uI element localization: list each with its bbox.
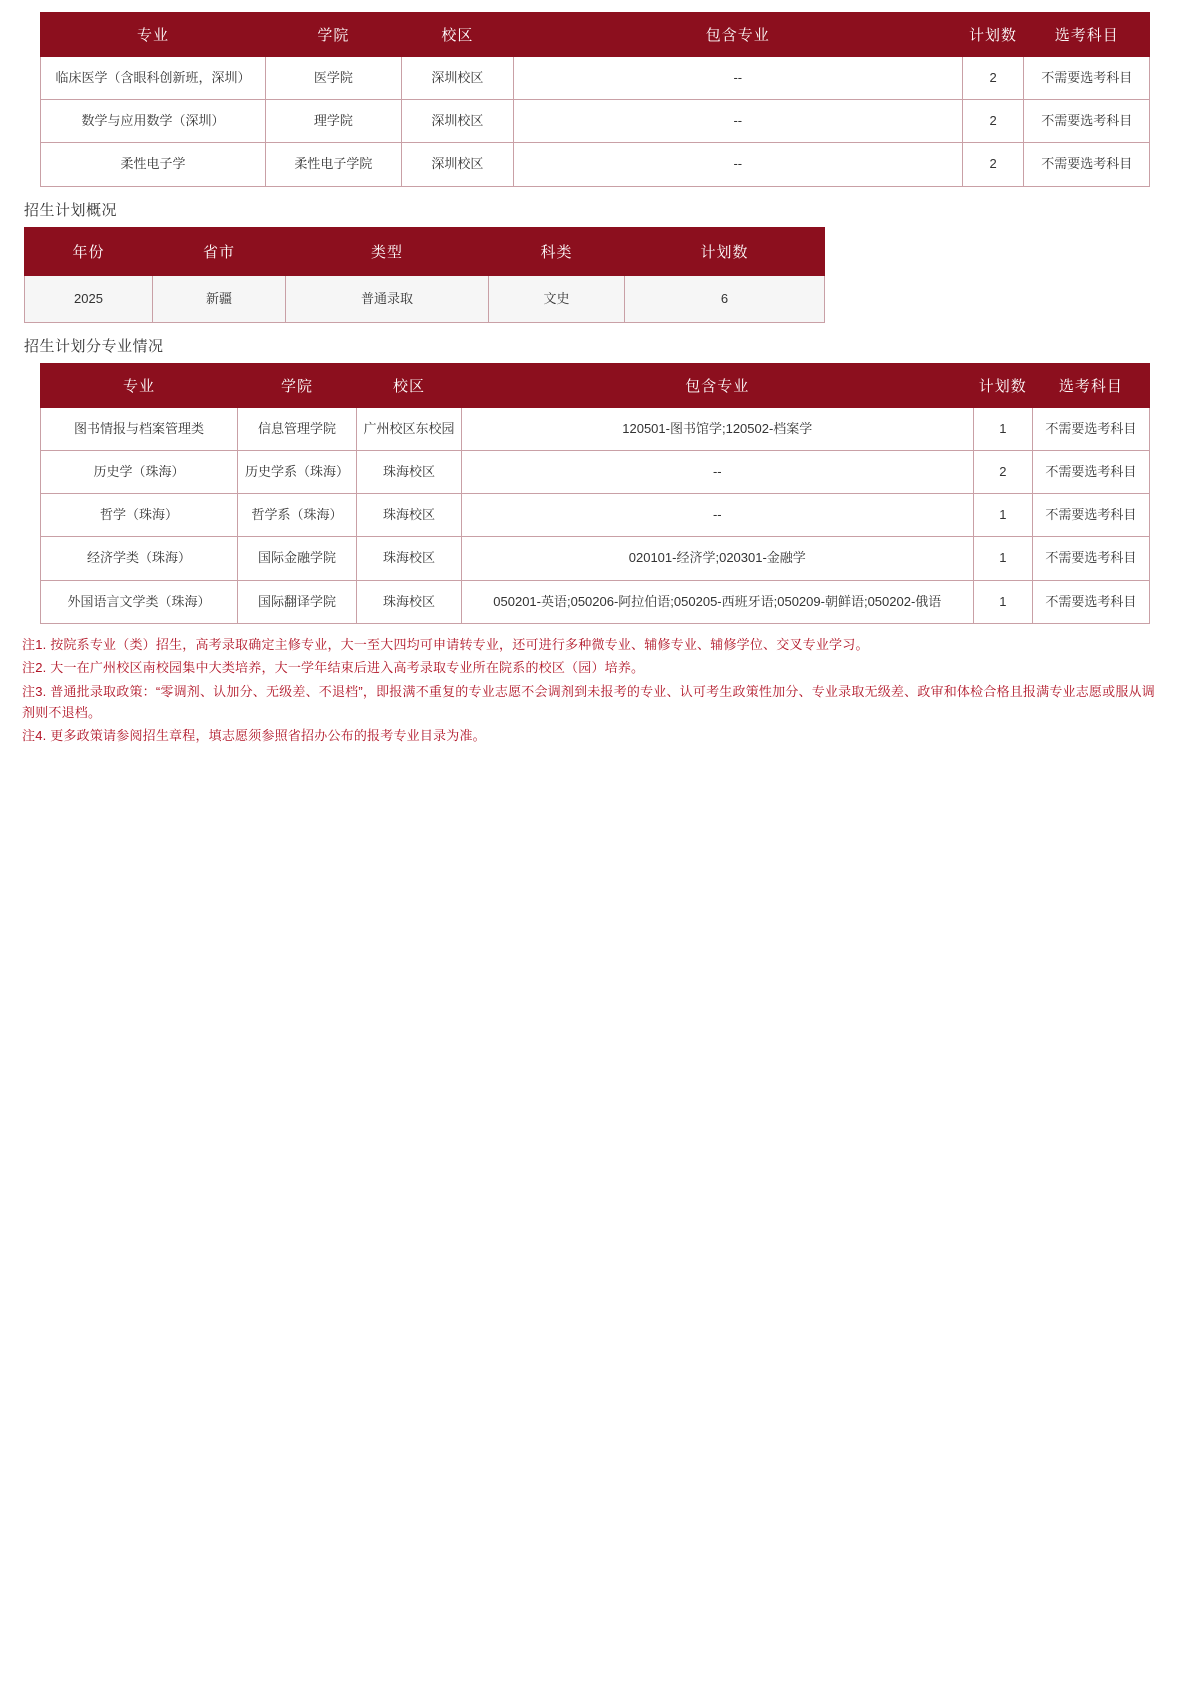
cell-includes: -- — [513, 57, 962, 100]
cell-includes: -- — [513, 100, 962, 143]
note-2: 注2. 大一在广州校区南校园集中大类培养，大一学年结束后进入高考录取专业所在院系的校区（园）培养。 — [22, 660, 645, 676]
table-row — [41, 407, 1150, 450]
admission-plan-page — [0, 0, 1190, 747]
cell-college: 哲学系（珠海） — [237, 494, 356, 537]
cell-major: 哲学（珠海） — [41, 494, 238, 537]
cell-includes: 050201-英语;050206-阿拉伯语;050205-西班牙语;050209-朝鲜语;050202-俄语 — [461, 580, 973, 623]
column-header-college: 学院 — [265, 13, 401, 57]
cell-count: 1 — [973, 407, 1032, 450]
cell-college: 历史学系（珠海） — [237, 450, 356, 493]
continuation-plan-table — [40, 12, 1150, 187]
table-row — [41, 100, 1150, 143]
cell-count: 1 — [973, 494, 1032, 537]
cell-includes: 020101-经济学;020301-金融学 — [461, 537, 973, 580]
admission-overview-table — [24, 227, 825, 323]
cell-count: 2 — [962, 100, 1024, 143]
table-row — [41, 494, 1150, 537]
cell-major: 历史学（珠海） — [41, 450, 238, 493]
column-header-subjects: 选考科目 — [1032, 363, 1149, 407]
column-header-count: 计划数 — [625, 227, 825, 275]
column-header-major: 专业 — [41, 13, 266, 57]
cell-category: 文史 — [489, 275, 625, 322]
cell-college: 柔性电子学院 — [265, 143, 401, 186]
cell-count: 6 — [625, 275, 825, 322]
table-header-row — [41, 363, 1150, 407]
cell-subjects: 不需要选考科目 — [1024, 100, 1150, 143]
cell-subjects: 不需要选考科目 — [1024, 57, 1150, 100]
cell-major: 柔性电子学 — [41, 143, 266, 186]
column-header-province: 省市 — [153, 227, 286, 275]
column-header-college: 学院 — [237, 363, 356, 407]
major-plan-table — [40, 363, 1150, 624]
cell-includes: 120501-图书馆学;120502-档案学 — [461, 407, 973, 450]
cell-college: 国际金融学院 — [237, 537, 356, 580]
cell-campus: 珠海校区 — [357, 580, 462, 623]
column-header-count: 计划数 — [962, 13, 1024, 57]
note-3: 注3. 普通批录取政策：“零调剂、认加分、无级差、不退档”，即报满不重复的专业志愿不会调剂到未报考的专业、认可考生政策性加分、专业录取无级差、政审和体检合格且报满专业志愿或服从调剂则不退档。 — [22, 683, 1155, 720]
cell-college: 国际翻译学院 — [237, 580, 356, 623]
note-1: 注1. 按院系专业（类）招生，高考录取确定主修专业，大一至大四均可申请转专业，还可进行多种微专业、辅修专业、辅修学位、交叉专业学习。 — [22, 636, 869, 652]
cell-campus: 珠海校区 — [357, 537, 462, 580]
table-row — [41, 57, 1150, 100]
cell-count: 1 — [973, 537, 1032, 580]
cell-subjects: 不需要选考科目 — [1024, 143, 1150, 186]
notes-section — [22, 634, 1162, 747]
section-title-overview: 招生计划概况 — [24, 201, 118, 219]
column-header-campus: 校区 — [357, 363, 462, 407]
cell-count: 2 — [962, 143, 1024, 186]
cell-subjects: 不需要选考科目 — [1032, 494, 1149, 537]
cell-campus: 深圳校区 — [401, 143, 513, 186]
cell-campus: 广州校区东校园 — [357, 407, 462, 450]
table-row — [41, 143, 1150, 186]
column-header-major: 专业 — [41, 363, 238, 407]
cell-major: 外国语言文学类（珠海） — [41, 580, 238, 623]
column-header-type: 类型 — [286, 227, 489, 275]
cell-campus: 深圳校区 — [401, 57, 513, 100]
cell-province: 新疆 — [153, 275, 286, 322]
cell-major: 经济学类（珠海） — [41, 537, 238, 580]
cell-type: 普通录取 — [286, 275, 489, 322]
cell-subjects: 不需要选考科目 — [1032, 580, 1149, 623]
cell-count: 2 — [973, 450, 1032, 493]
column-header-count: 计划数 — [973, 363, 1032, 407]
cell-includes: -- — [461, 494, 973, 537]
cell-campus: 珠海校区 — [357, 494, 462, 537]
column-header-year: 年份 — [25, 227, 153, 275]
column-header-subjects: 选考科目 — [1024, 13, 1150, 57]
table-row — [41, 450, 1150, 493]
table-header-row — [25, 227, 825, 275]
table-row — [41, 537, 1150, 580]
column-header-includes: 包含专业 — [513, 13, 962, 57]
note-4: 注4. 更多政策请参阅招生章程，填志愿须参照省招办公布的报考专业目录为准。 — [22, 728, 486, 744]
cell-count: 1 — [973, 580, 1032, 623]
cell-major: 数学与应用数学（深圳） — [41, 100, 266, 143]
cell-campus: 珠海校区 — [357, 450, 462, 493]
cell-subjects: 不需要选考科目 — [1032, 537, 1149, 580]
cell-includes: -- — [513, 143, 962, 186]
cell-year: 2025 — [25, 275, 153, 322]
table-header-row — [41, 13, 1150, 57]
column-header-includes: 包含专业 — [461, 363, 973, 407]
cell-count: 2 — [962, 57, 1024, 100]
cell-college: 理学院 — [265, 100, 401, 143]
cell-major: 图书情报与档案管理类 — [41, 407, 238, 450]
cell-college: 医学院 — [265, 57, 401, 100]
cell-campus: 深圳校区 — [401, 100, 513, 143]
section-title-majors: 招生计划分专业情况 — [24, 337, 164, 355]
cell-college: 信息管理学院 — [237, 407, 356, 450]
table-row — [41, 580, 1150, 623]
cell-major: 临床医学（含眼科创新班，深圳） — [41, 57, 266, 100]
cell-subjects: 不需要选考科目 — [1032, 407, 1149, 450]
column-header-campus: 校区 — [401, 13, 513, 57]
table-row — [25, 275, 825, 322]
cell-includes: -- — [461, 450, 973, 493]
cell-subjects: 不需要选考科目 — [1032, 450, 1149, 493]
column-header-category: 科类 — [489, 227, 625, 275]
